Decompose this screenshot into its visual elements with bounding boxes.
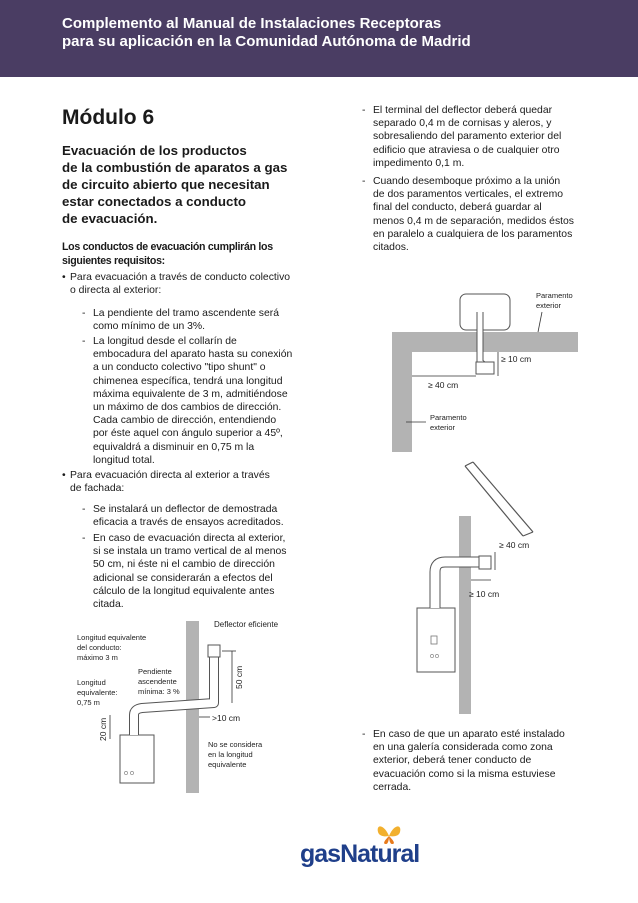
dim-label-10: ≥ 10 cm — [501, 354, 532, 364]
item-line: Se instalará un deflector de demostrada — [93, 504, 278, 515]
boiler-appliance — [120, 735, 154, 783]
requirements-line: Los conductos de evacuación cumplirán los — [62, 241, 273, 253]
dim-label-10: >10 cm — [212, 713, 241, 723]
bullet-conducto-colectivo — [62, 271, 322, 297]
wall-diagonal-cap — [523, 532, 533, 536]
item-line: evacuación como si la misma estuviese — [373, 768, 556, 780]
label-no-considera-1: No se considera — [208, 740, 263, 749]
subtitle-line: de la combustión de aparatos a gas — [62, 160, 288, 175]
item-terminal-deflector — [362, 104, 602, 170]
dash-marker: - — [82, 308, 86, 319]
bullet-line: Para evacuación directa al exterior a través — [70, 470, 270, 481]
item-line: en paralelo a cualquiera de los paramentos — [373, 228, 573, 240]
diagram-deflector — [62, 615, 332, 795]
item-line: longitud total. — [93, 454, 155, 466]
item-line: impedimento 0,1 m. — [373, 157, 465, 169]
document-header — [0, 0, 638, 77]
deflector-terminal — [479, 556, 491, 569]
label-pendiente-2: ascendente — [138, 677, 177, 686]
item-line: si se instala un tramo vertical de al menos — [93, 546, 287, 558]
dim-label-40: ≥ 40 cm — [499, 540, 530, 550]
item-line: máxima equivalente de 3 m, admitiéndose — [93, 388, 288, 400]
item-paramentos-verticales — [362, 175, 602, 254]
dim-label-20: 20 cm — [98, 717, 108, 741]
item-line: embocadura del aparato hasta su conexión — [93, 349, 293, 361]
item-line: adicional se considerarán a efectos del — [93, 572, 273, 584]
diagram-paramentos-verticales — [395, 460, 605, 715]
dim-label-10: ≥ 10 cm — [469, 589, 500, 599]
item-line: a un conducto colectivo "tipo shunt" o — [93, 362, 266, 374]
bullet-fachada — [62, 469, 322, 495]
dash-marker: - — [82, 504, 86, 515]
dim-label-50: 50 cm — [234, 665, 244, 689]
item-line: sobresaliendo del paramento exterior del — [373, 131, 562, 143]
bullet-line: o directa al exterior: — [70, 285, 162, 297]
wall-diagonal — [465, 466, 523, 536]
module-title: Módulo 6 — [62, 106, 155, 129]
item-line: en una galería considerada como zona — [373, 742, 553, 754]
bullet-line: Para evacuación a través de conducto colectivo — [70, 272, 291, 283]
dash-marker: - — [362, 176, 366, 187]
item-line: citada. — [93, 599, 124, 611]
item-line: citados. — [373, 242, 409, 254]
item-line: eficacia a través de ensayos acreditados. — [93, 517, 284, 529]
subtitle-line: Evacuación de los productos — [62, 143, 247, 158]
header-title-line-1: Complemento al Manual de Instalaciones Receptoras — [62, 15, 442, 32]
item-line: separado 0,4 m de cornisas y aleros, y — [373, 118, 552, 130]
item-line: menos 0,4 m de separación, medidos éstos — [373, 215, 574, 227]
item-line: cálculo de la longitud equivalente antes — [93, 585, 275, 597]
label-long-equiv-max-2: del conducto: — [77, 643, 122, 652]
deflector-terminal — [476, 362, 494, 374]
item-line: exterior, deberá tener conducto de — [373, 755, 532, 767]
label-long-equiv-075-2: equivalente: — [77, 688, 118, 697]
label-long-equiv-075-3: 0,75 m — [77, 698, 100, 707]
item-galeria — [362, 728, 602, 794]
label-paramento-top-2: exterior — [536, 301, 562, 310]
logo-wordmark: gasNatural — [300, 840, 420, 868]
gas-natural-logo — [296, 822, 436, 872]
item-line: equivaldrá a disminuir en 0,75 m la — [93, 441, 255, 453]
item-line: por éste aquel con ángulo superior a 45º, — [93, 428, 283, 440]
wall-cornice-shape — [392, 332, 578, 452]
leader-line — [538, 312, 542, 332]
label-long-equiv-max-3: máximo 3 m — [77, 653, 118, 662]
item-pendiente — [82, 307, 322, 333]
appliance-box — [460, 294, 510, 330]
label-paramento-top-1: Paramento — [536, 291, 573, 300]
item-line: chimenea específica, tendrá una longitud — [93, 375, 283, 387]
label-no-considera-2: en la longitud — [208, 750, 253, 759]
module-subtitle — [62, 142, 332, 227]
label-long-equiv-075-1: Longitud — [77, 678, 106, 687]
item-longitud-maxima — [82, 335, 322, 467]
item-tramo-vertical — [82, 532, 322, 611]
header-title-line-2: para su aplicación en la Comunidad Autónoma de Madrid — [62, 33, 471, 50]
requirements-intro — [62, 240, 322, 268]
subtitle-line: de evacuación. — [62, 211, 158, 226]
label-long-equiv-max-1: Longitud equivalente — [77, 633, 147, 642]
item-line: cerrada. — [373, 781, 412, 793]
diagram-cornisa — [388, 282, 598, 457]
dash-marker: - — [82, 336, 86, 347]
bullet-marker: • — [62, 470, 66, 481]
label-pendiente-3: mínima: 3 % — [138, 687, 180, 696]
dim-label-40: ≥ 40 cm — [428, 380, 459, 390]
label-paramento-bottom-2: exterior — [430, 423, 456, 432]
item-line: final del conducto, deberá guardar al — [373, 202, 542, 214]
bullet-marker: • — [62, 272, 66, 283]
item-line: La longitud desde el collarín de — [93, 336, 237, 347]
item-line: En caso de evacuación directa al exterior, — [93, 533, 286, 544]
label-pendiente-1: Pendiente — [138, 667, 172, 676]
bullet-line: de fachada: — [70, 483, 125, 495]
dash-marker: - — [362, 729, 366, 740]
item-line: como mínimo de un 3%. — [93, 321, 206, 333]
item-line: de dos paramentos verticales, el extremo — [373, 189, 564, 201]
item-line: edificio que atraviesa o de cualquier otro — [373, 144, 560, 156]
requirements-line: siguientes requisitos: — [62, 255, 165, 267]
subtitle-line: estar conectados a conducto — [62, 194, 246, 209]
boiler-appliance — [417, 608, 455, 672]
item-line: La pendiente del tramo ascendente será — [93, 308, 280, 319]
item-line: El terminal del deflector deberá quedar — [373, 105, 553, 116]
label-no-considera-3: equivalente — [208, 760, 247, 769]
item-line: En caso de que un aparato esté instalado — [373, 729, 565, 740]
wall-diagonal — [473, 462, 533, 532]
label-deflector: Deflector eficiente — [214, 620, 279, 629]
wall-vertical — [459, 516, 471, 714]
dash-marker: - — [82, 533, 86, 544]
item-line: 50 cm, ni éste ni el cambio de dirección — [93, 559, 275, 571]
item-deflector — [82, 503, 322, 529]
wall-diagonal-cap — [465, 462, 473, 466]
item-line: Cuando desemboque próximo a la unión — [373, 176, 561, 187]
item-line: Cada cambio de dirección, entendiendo — [93, 415, 277, 427]
subtitle-line: de circuito abierto que necesitan — [62, 177, 270, 192]
item-line: un máximo de dos cambios de dirección. — [93, 402, 282, 414]
label-paramento-bottom-1: Paramento — [430, 413, 467, 422]
deflector-terminal — [208, 645, 220, 657]
dash-marker: - — [362, 105, 366, 116]
